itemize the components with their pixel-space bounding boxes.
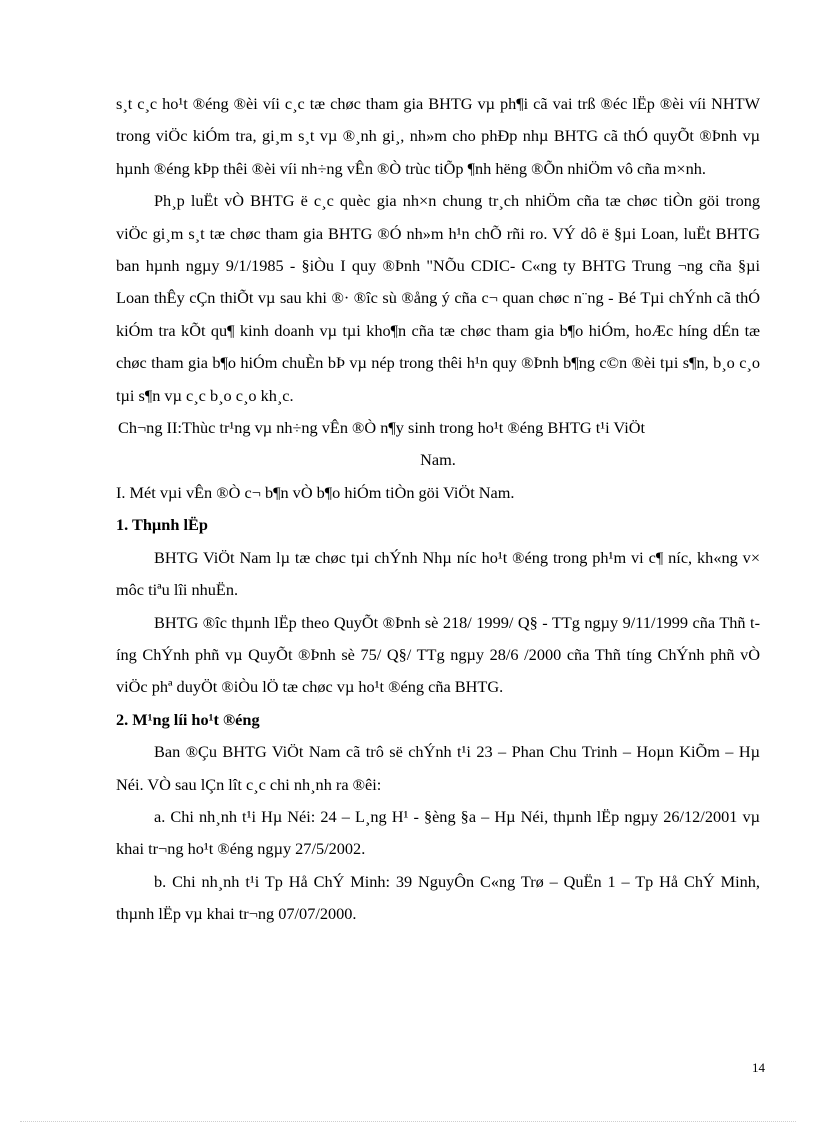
document-body (116, 88, 760, 931)
paragraph-establishment-1: BHTG ViÖt Nam lµ tæ chøc tµi chÝnh Nhµ níc ho¹t ®éng trong ph¹m vi c¶ níc, kh«ng v× môc tiªu lîi nhuËn. (116, 547, 760, 600)
subsection-heading-network: 2. M¹ng líi ho¹t ®éng (116, 709, 260, 729)
page-bottom-divider (20, 1121, 796, 1122)
chapter-heading: Ch¬ng II:Thùc tr¹ng vµ nh÷ng vÊn ®Ò n¶y sinh trong ho¹t ®éng BHTG t¹i ViÖt (118, 418, 646, 438)
list-item-branch-b: b. Chi nh¸nh t¹i Tp Hå ChÝ Minh: 39 NguyÔn C«ng Trø – QuËn 1 – Tp Hå ChÝ Minh, thµnh lËp vµ khai tr¬ng 07/07/2000. (116, 871, 760, 924)
list-item-branch-a: a. Chi nh¸nh t¹i Hµ Néi: 24 – L¸ng H¹ - §èng §a – Hµ Néi, thµnh lËp ngµy 26/12/2001 vµ khai tr¬ng ho¹t ®éng ngµy 27/5/2002. (116, 806, 760, 859)
paragraph-continuation: s¸t c¸c ho¹t ®éng ®èi víi c¸c tæ chøc tham gia BHTG vµ ph¶i cã vai trß ®éc lËp ®èi víi NHTW trong viÖc kiÓm tra, gi¸m s¸t vµ ®¸nh gi¸, nh»m cho phÐp nhµ BHTG cã thÓ quyÕt ®Þnh vµ hµnh ®éng kÞp thêi ®èi víi nh÷ng vÊn ®Ò trùc tiÕp ¶nh hëng ®Õn nhiÖm vô cña m×nh. (116, 94, 760, 178)
chapter-heading-continued: Nam. (420, 450, 456, 470)
section-heading: I. Mét vµi vÊn ®Ò c¬ b¶n vÒ b¶o hiÓm tiÒn göi ViÖt Nam. (116, 482, 515, 502)
page-number: 14 (752, 1060, 765, 1075)
subsection-heading-establishment: 1. Thµnh lËp (116, 515, 208, 535)
paragraph-network: Ban ®Çu BHTG ViÖt Nam cã trô së chÝnh t¹i 23 – Phan Chu Trinh – Hoµn KiÕm – Hµ Néi. VÒ sau lÇn lît c¸c chi nh¸nh ra ®êi: (116, 742, 760, 794)
paragraph-legal-supervision: Ph¸p luËt vÒ BHTG ë c¸c quèc gia nh×n chung tr¸ch nhiÖm cña tæ chøc tiÒn göi trong viÖc gi¸m s¸t tæ chøc tham gia BHTG ®Ó nh»m h¹n chÕ rñi ro. VÝ dô ë §µi Loan, luËt BHTG ban hµnh ngµy 9/1/1985 - §iÒu I quy ®Þnh "NÕu CDIC- C«ng ty BHTG Trung ¬ng cña §µi Loan thÊy cÇn thiÕt vµ sau khi ®· ®îc sù ®ång ý cña c¬ quan chøc n¨ng - Bé Tµi chÝnh cã thÓ kiÓm tra kÕt qu¶ kinh doanh vµ tµi kho¶n cña tæ chøc tham gia b¶o hiÓm, hoÆc híng dÉn tæ chøc tham gia b¶o hiÓm chuÈn bÞ vµ nép trong thêi h¹n quy ®Þnh b¶ng c©n ®èi tµi s¶n, b¸o c¸o tµi s¶n vµ c¸c b¸o c¸o kh¸c. (116, 191, 760, 405)
paragraph-establishment-2: BHTG ®îc thµnh lËp theo QuyÕt ®Þnh sè 218/ 1999/ Q§ - TTg ngµy 9/11/1999 cña Thñ tíng ChÝnh phñ vµ QuyÕt ®Þnh sè 75/ Q§/ TTg ngµy 28/6 /2000 cña Thñ tíng ChÝnh phñ vÒ viÖc phª duyÖt ®iÒu lÖ tæ chøc vµ ho¹t ®éng cña BHTG. (116, 612, 760, 697)
